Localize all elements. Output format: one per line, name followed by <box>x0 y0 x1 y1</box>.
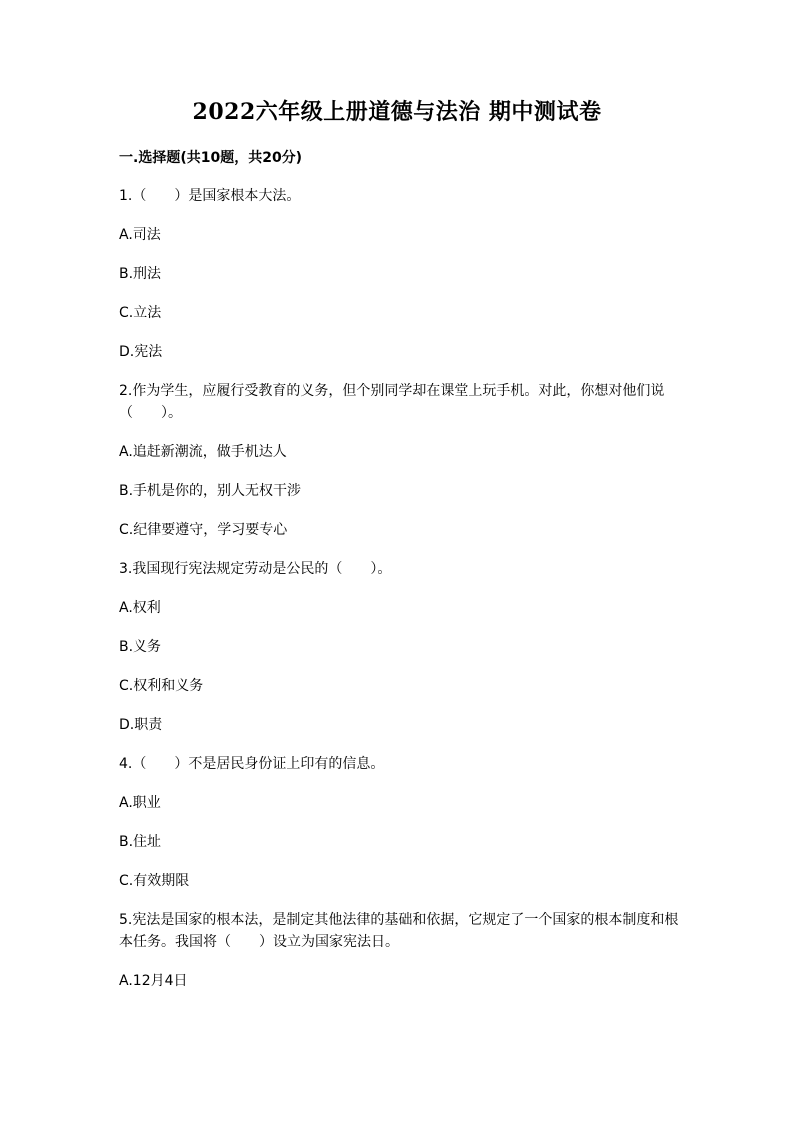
option-b: B.义务 <box>119 639 162 655</box>
option-c: C.权利和义务 <box>119 678 204 694</box>
question-list <box>119 185 679 1009</box>
question-2 <box>119 380 679 541</box>
option-c: C.立法 <box>119 305 162 321</box>
question-3 <box>119 558 679 736</box>
question-stem: 4.（ ）不是居民身份证上印有的信息。 <box>119 756 385 772</box>
option-d: D.宪法 <box>119 344 163 360</box>
option-a: A.职业 <box>119 795 161 811</box>
question-stem: 2.作为学生，应履行受教育的义务，但个别同学却在课堂上玩手机。对此，你想对他们说（ ）。 <box>119 383 665 421</box>
option-a: A.司法 <box>119 227 161 243</box>
option-b: B.手机是你的，别人无权干涉 <box>119 483 302 499</box>
question-stem: 5.宪法是国家的根本法，是制定其他法律的基础和依据，它规定了一个国家的根本制度和根本任务。我国将（ ）设立为国家宪法日。 <box>119 912 679 950</box>
option-a: A.12月4日 <box>119 973 188 989</box>
question-4 <box>119 753 679 892</box>
option-a: A.权利 <box>119 600 161 616</box>
option-d: D.职责 <box>119 717 163 733</box>
section-heading: 一.选择题(共10题，共20分) <box>119 150 303 166</box>
option-c: C.纪律要遵守，学习要专心 <box>119 522 288 538</box>
option-c: C.有效期限 <box>119 873 190 889</box>
question-stem: 1.（ ）是国家根本大法。 <box>119 188 301 204</box>
option-b: B.住址 <box>119 834 162 850</box>
option-b: B.刑法 <box>119 266 162 282</box>
question-1 <box>119 185 679 363</box>
option-a: A.追赶新潮流，做手机达人 <box>119 444 287 460</box>
page-title: 2022六年级上册道德与法治 期中测试卷 <box>192 99 602 125</box>
question-stem: 3.我国现行宪法规定劳动是公民的（ ）。 <box>119 561 392 577</box>
question-5 <box>119 909 679 992</box>
